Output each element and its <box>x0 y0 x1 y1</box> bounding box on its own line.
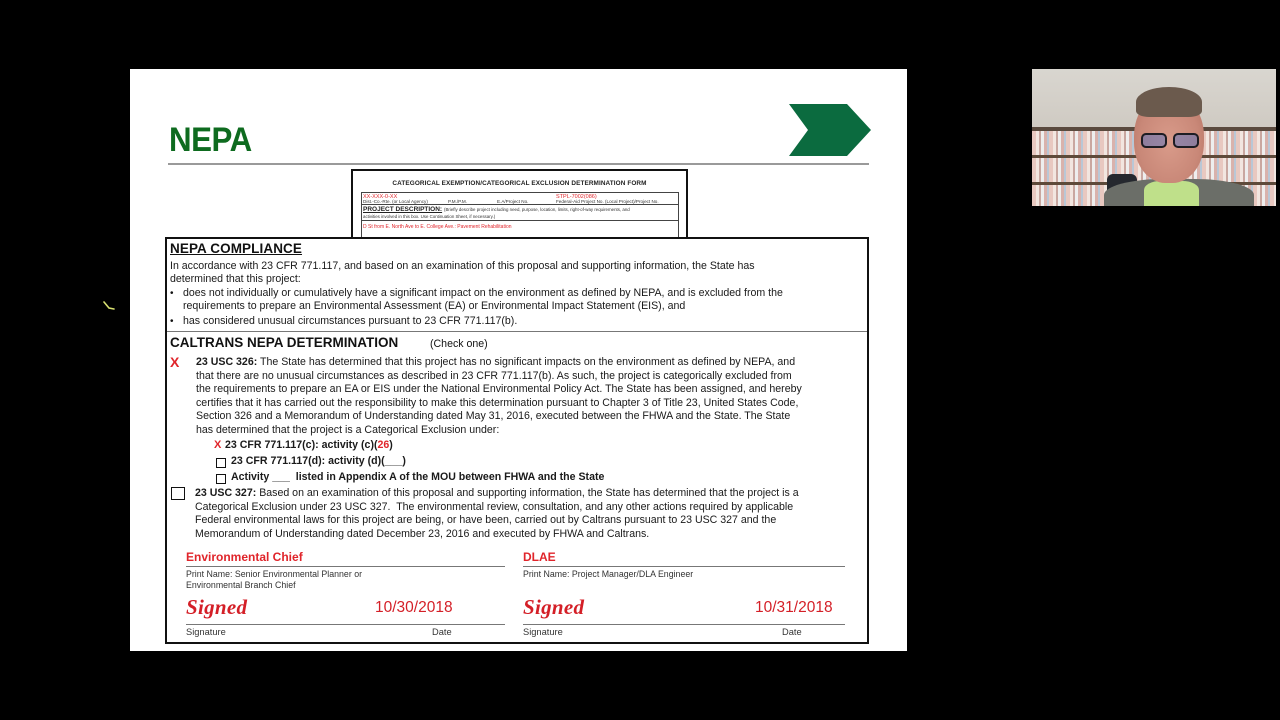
option-327-label: 23 USC 327: <box>195 487 257 499</box>
option-326-line-6: has determined that the project is a Categorical Exclusion under: <box>196 423 500 436</box>
glasses-icon <box>1141 133 1203 149</box>
project-description-note-2: activities involved in this box. Use Continuation Sheet, if necessary.) <box>363 214 496 219</box>
option-326-label: 23 USC 326 <box>196 356 254 368</box>
option-327-line-4: Memorandum of Understanding dated December 23, 2016 and executed by FHWA and Caltrans. <box>195 527 650 540</box>
signature-value: Signed <box>186 595 248 619</box>
federal-project-value: STPL-7002(086) <box>556 194 597 200</box>
divider <box>186 624 505 625</box>
form-id-box <box>361 192 679 240</box>
chevron-right-icon <box>789 104 871 156</box>
presenter-video-feed <box>1032 69 1276 206</box>
compliance-intro-line-1: In accordance with 23 CFR 771.117, and based on an examination of this proposal and supporting information, the State has <box>170 260 755 272</box>
option-327-line-1: 23 USC 327: Based on an examination of this proposal and supporting information, the State has determined that the project is a <box>195 487 799 499</box>
option-326-line-3: the requirements to prepare an EA or EIS under the National Environmental Policy Act. The State has been assigned, and hereby <box>196 383 802 395</box>
project-description-note: (Briefly describe project including need, purpose, location, limits, right-of-way requirements, and <box>444 207 630 212</box>
signer-role: DLAE <box>523 550 556 564</box>
project-description-value: D St from E. North Ave to E. College Ave.: Pavement Rehabilitation <box>363 224 512 230</box>
activity-c-value: 26 <box>377 439 390 451</box>
option-326-line-2: that there are no unusual circumstances as described in 23 CFR 771.117(b). As such, the project is categorically excluded from <box>196 369 792 382</box>
option-326-line-5: Section 326 and a Memorandum of Understanding dated May 31, 2016, executed between the FHWA and the State. The State <box>196 410 791 422</box>
option-326-checkmark[interactable]: X <box>170 354 180 370</box>
signature-date: 10/30/2018 <box>375 599 453 616</box>
divider <box>523 624 845 625</box>
signature-block-dlae <box>523 550 845 644</box>
date-label: Date <box>432 627 452 637</box>
district-label: Dist.-Co.-Rte. (or Local Agency) <box>363 199 428 204</box>
option-326-line-1: 23 USC 326: The State has determined that this project has no significant impacts on the environment as defined by NEPA, and <box>196 356 796 368</box>
sub-option-d-checkbox[interactable] <box>216 458 226 468</box>
divider <box>523 566 845 567</box>
signer-role: Environmental Chief <box>186 550 303 564</box>
option-326-line-4: certifies that it has carried out the responsibility to make this determination pursuant to Chapter 3 of Title 23, United States Code, <box>196 396 799 409</box>
form-title: CATEGORICAL EXEMPTION/CATEGORICAL EXCLUSION DETERMINATION FORM <box>392 180 647 187</box>
signature-label: Signature <box>523 627 563 637</box>
project-description-label: PROJECT DESCRIPTION: <box>363 206 443 213</box>
nepa-compliance-section <box>167 239 867 332</box>
option-327-line-3: Federal environmental laws for this project are being, or have been, carried out by Caltrans pursuant to 23 USC 327 and the <box>195 514 777 526</box>
option-327-line-2: Categorical Exclusion under 23 USC 327. The environmental review, consultation, and any other actions required by applicable <box>195 500 794 513</box>
compliance-bullet-1-line-1: does not individually or cumulatively have a significant impact on the environment as defined by NEPA, and is excluded from the <box>183 287 783 299</box>
pm-label: P.M./P.M. <box>448 199 467 204</box>
title-divider <box>168 163 869 165</box>
signature-date: 10/31/2018 <box>755 599 833 616</box>
form-header-excerpt <box>351 169 688 239</box>
bullet-icon: • <box>170 316 174 327</box>
sub-option-appendix: Activity ___ listed in Appendix A of the MOU between FHWA and the State <box>231 471 605 483</box>
print-name-label: Print Name: Project Manager/DLA Engineer <box>523 569 694 579</box>
district-value: XX-XXX-0-XX <box>363 194 398 200</box>
option-327-checkbox[interactable] <box>171 487 185 500</box>
determination-form <box>165 237 869 644</box>
annotation-pen-mark-icon <box>103 300 117 312</box>
federal-project-label: Federal-Aid Project No. (Local Project)/Project No. <box>556 199 659 204</box>
print-name-label: Print Name: Senior Environmental Planner or Environmental Branch Chief <box>186 569 363 590</box>
signature-value: Signed <box>523 595 585 619</box>
sub-option-c-checkmark[interactable]: X <box>214 439 222 451</box>
presentation-slide <box>130 69 907 651</box>
sub-option-appendix-checkbox[interactable] <box>216 474 226 484</box>
compliance-bullet-1-line-2: requirements to prepare an Environmental Assessment (EA) or Environmental Impact Statement (EIS), and <box>183 300 686 312</box>
nepa-compliance-heading: NEPA COMPLIANCE <box>170 241 303 256</box>
ea-label: E.A/Project No. <box>497 199 529 204</box>
project-description-row <box>362 205 678 221</box>
slide-title: NEPA <box>169 121 252 159</box>
date-label: Date <box>782 627 802 637</box>
determination-check-note: (Check one) <box>430 338 488 350</box>
compliance-bullet-2: has considered unusual circumstances pursuant to 23 CFR 771.117(b). <box>183 315 518 327</box>
signature-block-environmental-chief <box>186 550 505 644</box>
divider <box>186 566 505 567</box>
determination-heading: CALTRANS NEPA DETERMINATION <box>170 335 399 350</box>
compliance-intro-line-2: determined that this project: <box>170 273 301 285</box>
sub-option-c: 23 CFR 771.117(c): activity (c)(26) <box>225 439 393 451</box>
signature-label: Signature <box>186 627 226 637</box>
form-id-row <box>362 193 678 205</box>
bullet-icon: • <box>170 288 174 299</box>
sub-option-d: 23 CFR 771.117(d): activity (d)(___) <box>231 455 406 467</box>
